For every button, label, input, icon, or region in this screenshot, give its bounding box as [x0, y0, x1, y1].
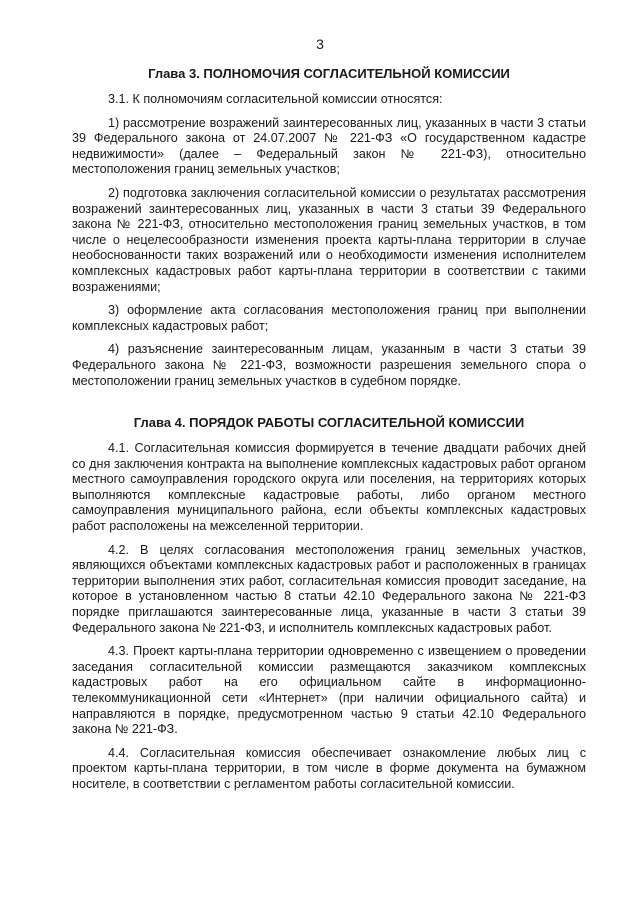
chapter-4-paragraph-3: 4.3. Проект карты-плана территории одновременно с извещением о проведении заседания согласительной комиссии размещаются заказчиком комплексных кадастровых работ на его официальном сайте в информационно-телекоммуникационной сети «Интернет» (при наличии официального сайта) и направляются в порядке, предусмотренном частью 9 статьи 42.10 Федерального закона № 221-ФЗ.: [72, 644, 586, 737]
chapter-4-paragraph-1: 4.1. Согласительная комиссия формируется в течение двадцати рабочих дней со дня заключения контракта на выполнение комплексных кадастровых работ органом местного самоуправления городского округа или поселения, на территориях которых выполняются комплексные кадастровые работы, либо органом местного самоуправления муниципального района, если объекты комплексных кадастровых работ расположены на межселенной территории.: [72, 441, 586, 534]
chapter-3-list: [72, 116, 586, 390]
chapter-3-item-1: 1) рассмотрение возражений заинтересованных лиц, указанных в части 3 статьи 39 Федерального закона от 24.07.2007 № 221-ФЗ «О государственном кадастре недвижимости» (далее – Федеральный закон № 221-ФЗ), относительно местоположения границ земельных участков;: [72, 115, 586, 177]
chapter-4-title: Глава 4. ПОРЯДОК РАБОТЫ СОГЛАСИТЕЛЬНОЙ КОМИССИИ: [133, 415, 525, 431]
chapter-3-item-2: 2) подготовка заключения согласительной комиссии о результатах рассмотрения возражений заинтересованных лиц, указанных в части 3 статьи 39 Федерального закона № 221-ФЗ, относительно местоположения границ земельных участков, в том числе о нецелесообразности изменения проекта карты-плана территории в случае необоснованности таких возражений или о необходимости изменения исполнителем комплексных кадастровых работ карты-плана территории в соответствии с такими возражениями;: [72, 185, 586, 294]
chapter-4-paragraph-2: 4.2. В целях согласования местоположения границ земельных участков, являющихся объектами комплексных кадастровых работ и расположенных в границах территории выполнения этих работ, согласительная комиссия проводит заседание, на которое в установленном частью 8 статьи 42.10 Федерального закона № 221-ФЗ порядке приглашаются заинтересованные лица, указанные в части 3 статьи 39 Федерального закона № 221-ФЗ, и исполнитель комплексных кадастровых работ.: [72, 542, 586, 635]
chapter-3-item-3: 3) оформление акта согласования местоположения границ при выполнении комплексных кадастровых работ;: [72, 303, 586, 333]
page-number: 3: [316, 36, 324, 52]
chapter-4-paragraph-4: 4.4. Согласительная комиссия обеспечивает ознакомление любых лиц с проектом карты-плана территории, в том числе в форме документа на бумажном носителе, в соответствии с регламентом работы согласительной комиссии.: [72, 745, 586, 791]
document-body: [72, 66, 586, 801]
chapter-3-title: Глава 3. ПОЛНОМОЧИЯ СОГЛАСИТЕЛЬНОЙ КОМИССИИ: [148, 66, 510, 81]
chapter-3-intro: 3.1. К полномочиям согласительной комиссии относятся:: [108, 92, 443, 106]
chapter-3-item-4: 4) разъяснение заинтересованным лицам, указанным в части 3 статьи 39 Федерального закона № 221-ФЗ, возможности разрешения земельного спора о местоположении границ земельных участков в судебном порядке.: [72, 342, 586, 388]
